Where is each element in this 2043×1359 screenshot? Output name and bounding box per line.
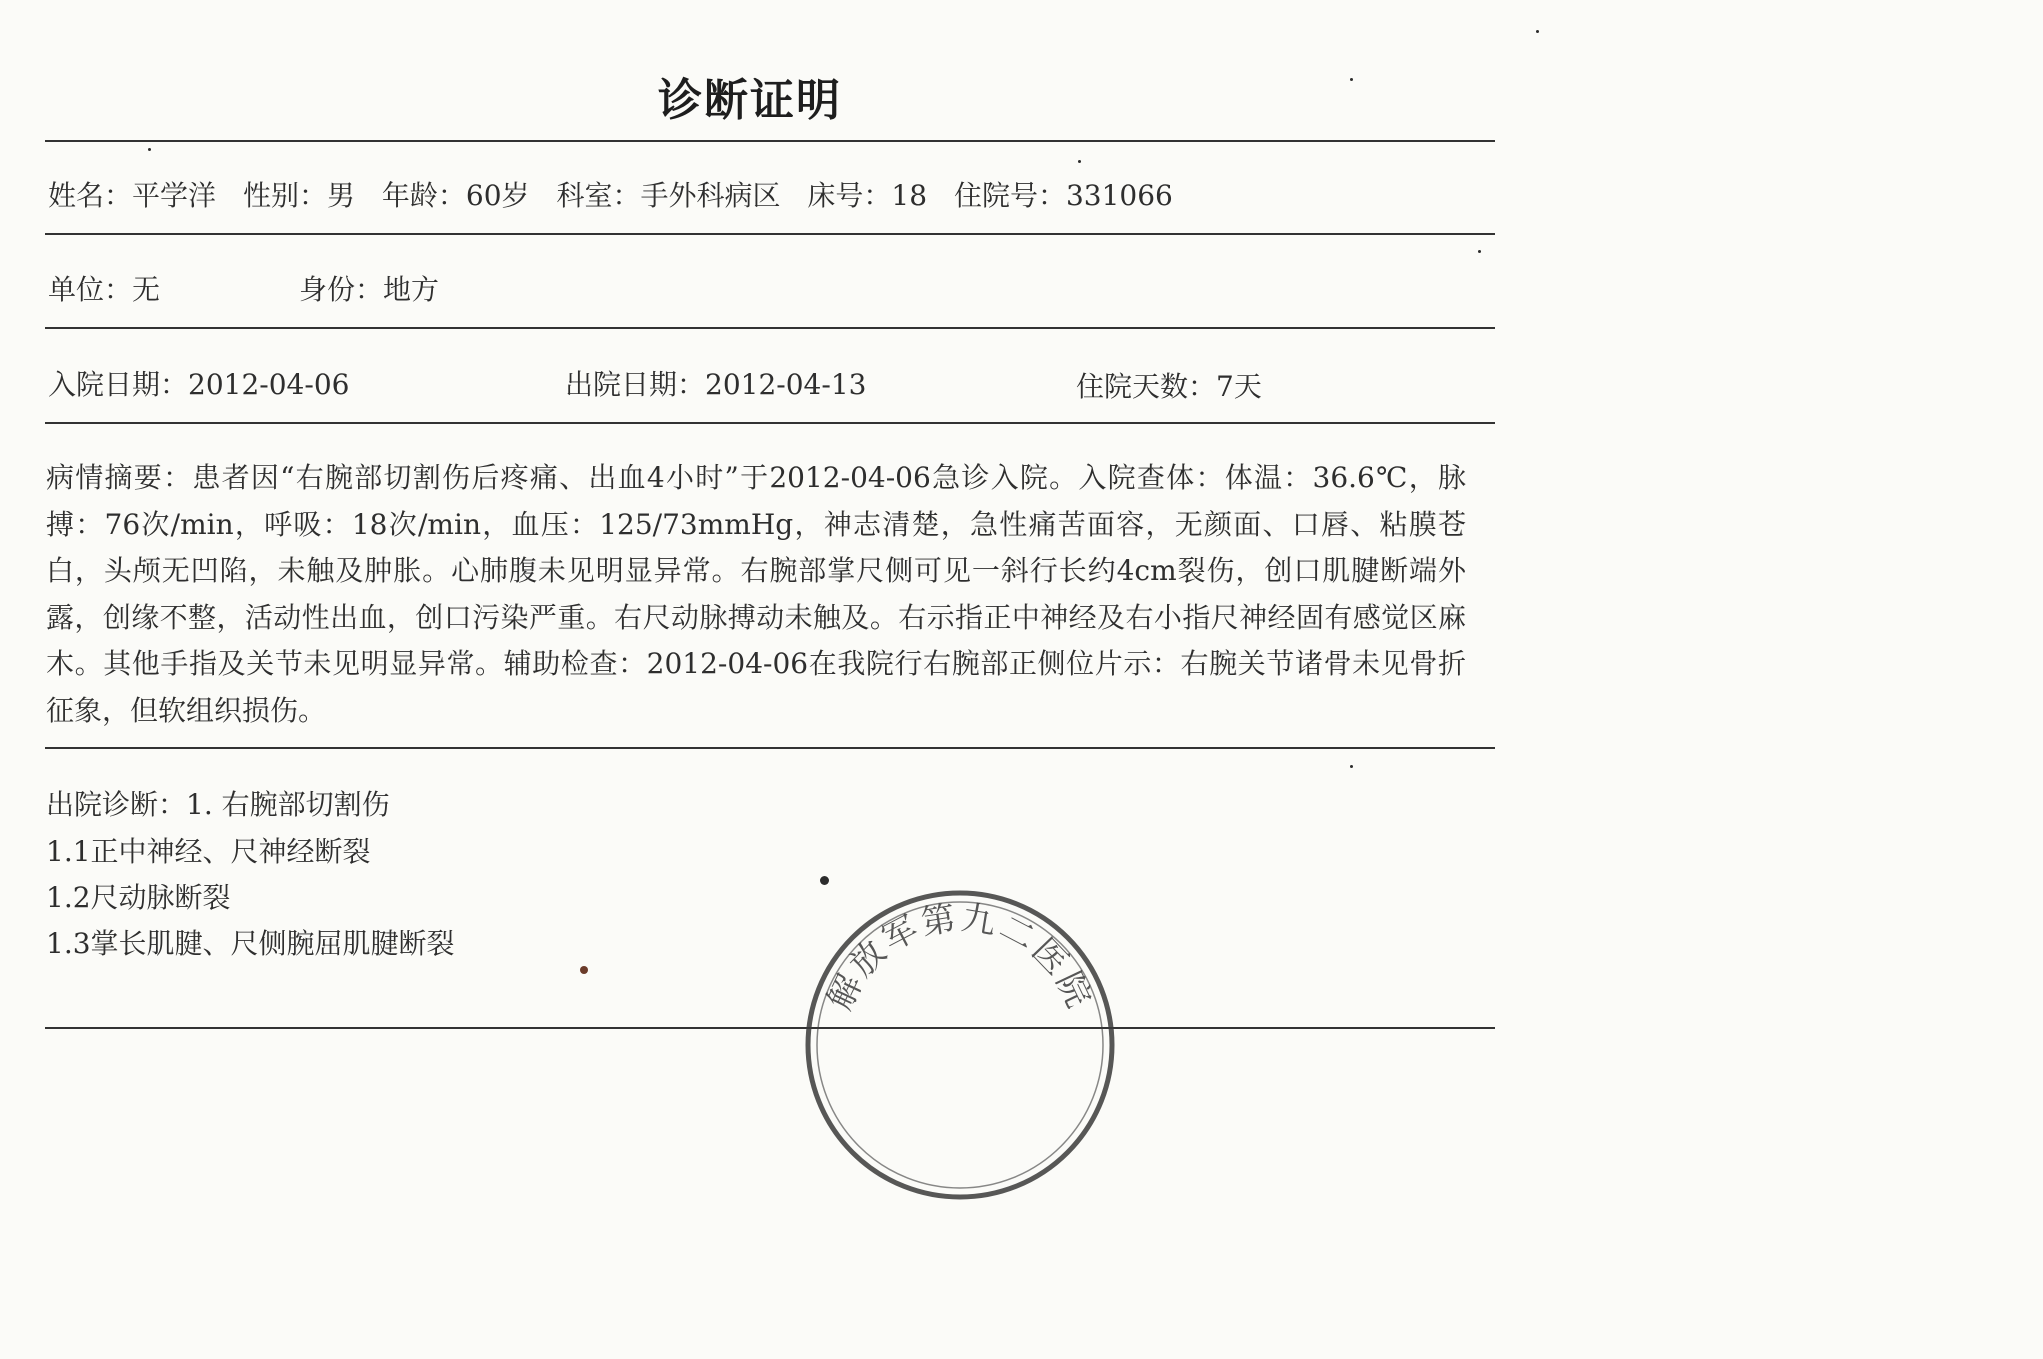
divider [45, 327, 1495, 329]
admission-number-label: 住院号： [953, 179, 1066, 212]
hospital-seal-stamp [800, 885, 1120, 1205]
unit-row [48, 268, 439, 308]
unit-value: 无 [132, 273, 161, 306]
diagnosis-label: 出院诊断： [46, 788, 187, 821]
diagnosis-item: 1.2尺动脉断裂 [46, 881, 231, 914]
hospital-days-label: 住院天数： [1076, 370, 1217, 403]
gender-label: 性别： [242, 179, 327, 212]
name-label: 姓名： [48, 179, 133, 212]
admission-number: 331066 [1065, 179, 1173, 212]
divider [45, 1027, 1495, 1029]
ink-speck [1478, 250, 1481, 253]
hospital-days-field [1076, 365, 1262, 405]
discharge-date-label: 出院日期： [565, 368, 706, 401]
patient-info-row [48, 174, 1173, 214]
ink-speck [1350, 765, 1353, 768]
summary-label: 病情摘要： [46, 461, 193, 494]
admission-date: 2012-04-06 [188, 368, 350, 401]
admission-date-field [48, 363, 349, 403]
identity-value: 地方 [382, 273, 439, 306]
patient-name: 平学洋 [132, 179, 217, 212]
hospital-days: 7天 [1216, 370, 1262, 403]
divider [45, 140, 1495, 142]
divider [45, 422, 1495, 424]
divider [45, 747, 1495, 749]
bed-number: 18 [891, 179, 928, 212]
ink-speck [1350, 78, 1353, 81]
patient-gender: 男 [326, 179, 355, 212]
discharge-date-field [565, 363, 866, 403]
identity-label: 身份： [298, 273, 383, 306]
seal-text: 解放军第九二医院 [820, 897, 1100, 1017]
diagnosis-item: 1.1正中神经、尺神经断裂 [46, 835, 371, 868]
condition-summary [46, 455, 1466, 734]
divider [45, 233, 1495, 235]
diagnosis-item: 1.3掌长肌腱、尺侧腕屈肌腱断裂 [46, 927, 455, 960]
ink-speck [1536, 30, 1539, 33]
summary-text: 患者因“右腕部切割伤后疼痛、出血4小时”于2012-04-06急诊入院。入院查体：体温：36.6℃，脉搏：76次/min，呼吸：18次/min，血压：125/73mmHg，神志清楚，急性痛苦面容，无颜面、口唇、粘膜苍白，头颅无凹陷，未触及肿胀。心肺腹未见明显异常。右腕部掌尺侧可见一斜行长约4cm裂伤，创口肌腱断端外露，创缘不整，活动性出血，创口污染严重。右尺动脉搏动未触及。右示指正中神经及右小指尺神经固有感觉区麻木。其他手指及关节未见明显异常。辅助检查：2012-04-06在我院行右腕部正侧位片示：右腕关节诸骨未见骨折征象，但软组织损伤。 [46, 461, 1466, 727]
diagnosis-item: 1. 右腕部切割伤 [186, 788, 390, 821]
patient-age: 60岁 [465, 179, 530, 212]
discharge-diagnosis-heading [46, 783, 390, 823]
discharge-date: 2012-04-13 [705, 368, 867, 401]
ink-speck [820, 876, 829, 885]
unit-label: 单位： [48, 273, 133, 306]
ink-speck [1078, 160, 1081, 163]
seal-outer-ring [808, 893, 1112, 1197]
age-label: 年龄： [381, 179, 466, 212]
ink-speck [580, 966, 588, 974]
department-label: 科室： [556, 179, 641, 212]
patient-department: 手外科病区 [640, 179, 781, 212]
ink-speck [148, 148, 151, 151]
bed-label: 床号： [807, 179, 892, 212]
admission-date-label: 入院日期： [48, 368, 189, 401]
document-title: 诊断证明 [658, 75, 842, 126]
